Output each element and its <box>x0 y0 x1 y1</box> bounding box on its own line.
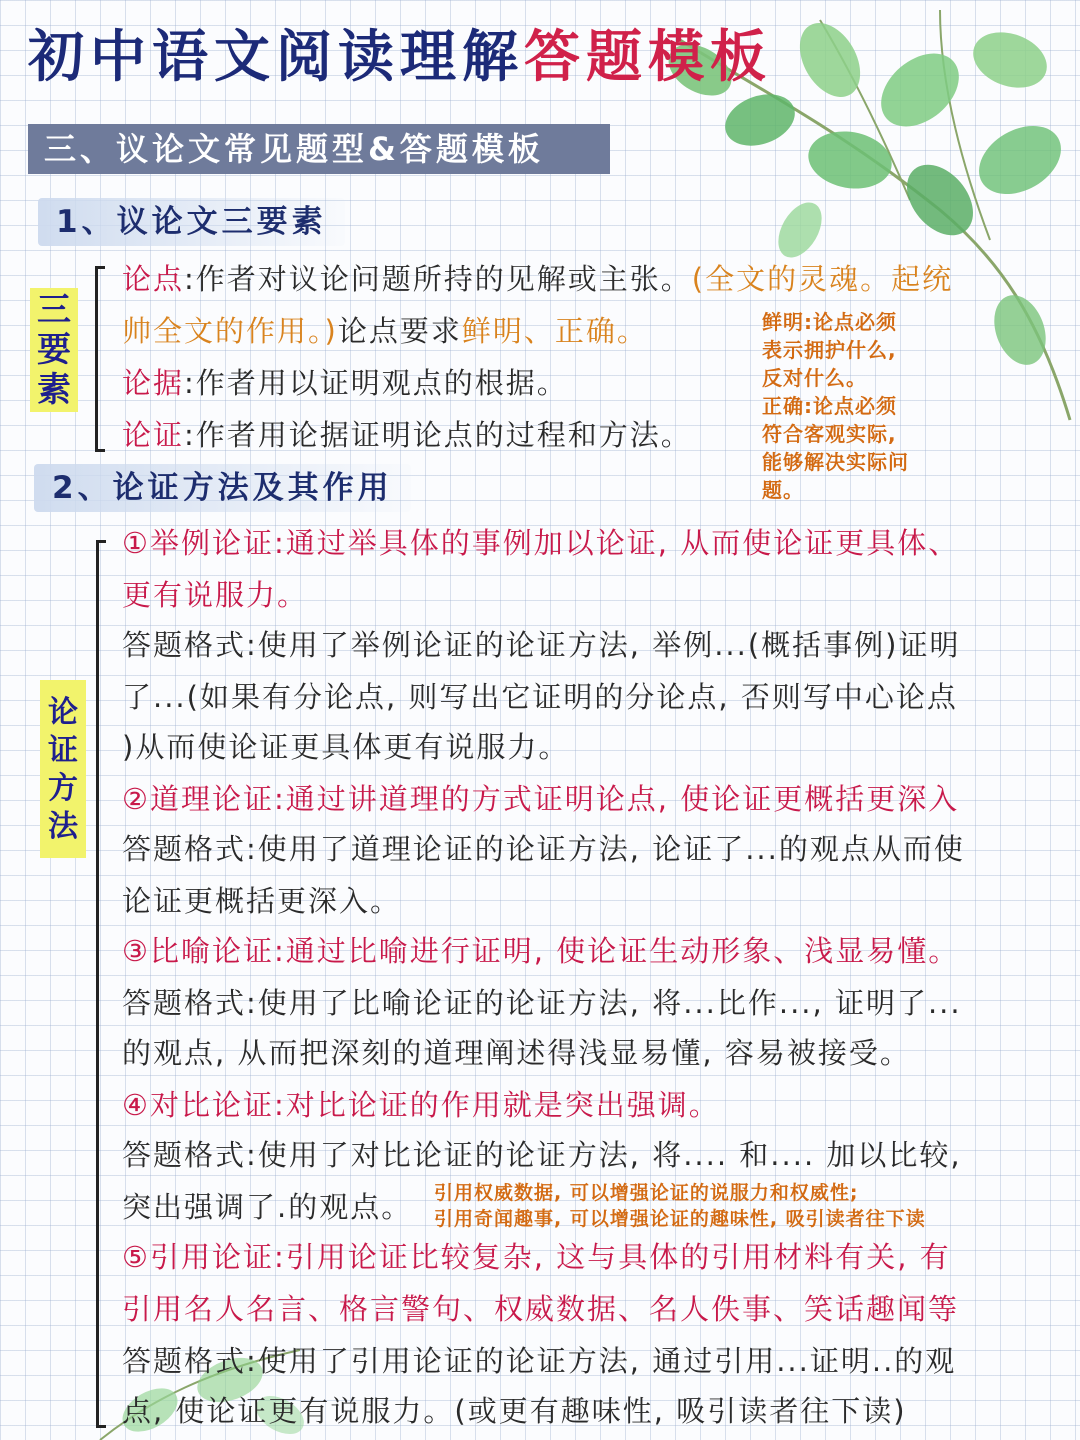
text-lundian-requirements: 鲜明、正确。 <box>461 314 648 348</box>
tag-three-elements <box>30 288 78 412</box>
label-lunzheng: 论证 <box>122 418 185 452</box>
side-note-line: 能够解决实际问 <box>762 450 909 474</box>
text-lunzheng: :作者用论据证明论点的过程和方法。 <box>184 418 692 452</box>
label-lunju: 论据 <box>122 366 185 400</box>
method-1-format-line3: )从而使论证更具体更有说服力。 <box>122 730 570 764</box>
side-note-line: 反对什么。 <box>762 366 867 390</box>
method-3-format-line1: 答题格式:使用了比喻论证的论证方法, 将...比作..., 证明了... <box>122 986 962 1020</box>
method-4-format-line1: 答题格式:使用了对比论证的论证方法, 将.... 和.... 加以比较, <box>122 1138 962 1172</box>
method-3-line1: ③比喻论证:通过比喻进行证明, 使论证生动形象、浅显易懂。 <box>122 934 960 968</box>
method-1-format-line2: 了...(如果有分论点, 则写出它证明的分论点, 否则写中心论点 <box>122 680 958 714</box>
text-lundian-req: 论点要求 <box>337 314 462 348</box>
tag-char: 要 <box>37 330 71 370</box>
method-5-line2: 引用名人名言、格言警句、权威数据、名人佚事、笑话趣闻等 <box>122 1292 960 1326</box>
section-heading: 三、议论文常见题型&答题模板 <box>28 124 610 174</box>
method-5-line1: ⑤引用论证:引用论证比较复杂, 这与具体的引用材料有关, 有 <box>122 1240 951 1274</box>
method-3-format-line2: 的观点, 从而把深刻的道理阐述得浅显易懂, 容易被接受。 <box>122 1036 911 1070</box>
side-note-line: 鲜明:论点必须 <box>762 310 897 334</box>
element-lundian-line1 <box>122 254 953 304</box>
bracket-methods <box>96 540 106 1428</box>
page-title <box>28 18 772 98</box>
side-note-line: 题。 <box>762 478 804 502</box>
side-note-line: 表示拥护什么, <box>762 338 897 362</box>
tag-char: 方 <box>48 771 78 806</box>
bracket-elements <box>95 266 105 452</box>
tag-char: 论 <box>48 695 78 730</box>
side-note-line: 符合客观实际, <box>762 422 897 446</box>
method-1-format-line1: 答题格式:使用了举例论证的论证方法, 举例...(概括事例)证明 <box>122 628 961 662</box>
subheading-methods: 2、论证方法及其作用 <box>34 464 411 512</box>
method-5-format-line1: 答题格式:使用了引用论证的论证方法, 通过引用...证明..的观 <box>122 1344 957 1378</box>
label-lundian: 论点 <box>122 262 185 296</box>
side-note-line: 正确:论点必须 <box>762 394 897 418</box>
method-1-line1: ①举例论证:通过举具体的事例加以论证, 从而使论证更具体、 <box>122 526 960 560</box>
note-lundian-paren: (全文的灵魂。起统 <box>691 262 954 296</box>
method-5-format-line2: 点, 使论证更有说服力。(或更有趣味性, 吸引读者往下读) <box>122 1394 907 1428</box>
side-note-requirements <box>762 308 909 504</box>
method-4-line1: ④对比论证:对比论证的作用就是突出强调。 <box>122 1088 720 1122</box>
subheading-three-elements: 1、议论文三要素 <box>38 198 345 246</box>
quote-note-line2: 引用奇闻趣事, 可以增强论证的趣味性, 吸引读者往下读 <box>434 1208 926 1230</box>
note-lundian-line2: 帅全文的作用。) <box>122 314 338 348</box>
method-4-format-line2: 突出强调了.的观点。 <box>122 1190 413 1224</box>
tag-char: 三 <box>37 290 71 330</box>
quote-note <box>434 1180 926 1232</box>
element-lunju <box>122 358 568 408</box>
tag-methods <box>40 680 86 858</box>
title-part1: 初中语文阅读理解 <box>28 25 524 90</box>
method-2-format-line2: 论证更概括更深入。 <box>122 884 402 918</box>
method-2-line1: ②道理论证:通过讲道理的方式证明论点, 使论证更概括更深入 <box>122 782 960 816</box>
element-lunzheng <box>122 410 692 460</box>
element-lundian-line2 <box>122 306 648 356</box>
quote-note-line1: 引用权威数据, 可以增强论证的说服力和权威性; <box>434 1182 859 1204</box>
tag-char: 证 <box>48 733 78 768</box>
title-part2: 答题模板 <box>524 25 772 90</box>
text-lunju: :作者用以证明观点的根据。 <box>184 366 568 400</box>
method-1-line2: 更有说服力。 <box>122 578 309 612</box>
tag-char: 法 <box>48 809 78 844</box>
method-2-format-line1: 答题格式:使用了道理论证的论证方法, 论证了...的观点从而使 <box>122 832 965 866</box>
text-lundian: :作者对议论问题所持的见解或主张。 <box>184 262 692 296</box>
tag-char: 素 <box>37 370 71 410</box>
